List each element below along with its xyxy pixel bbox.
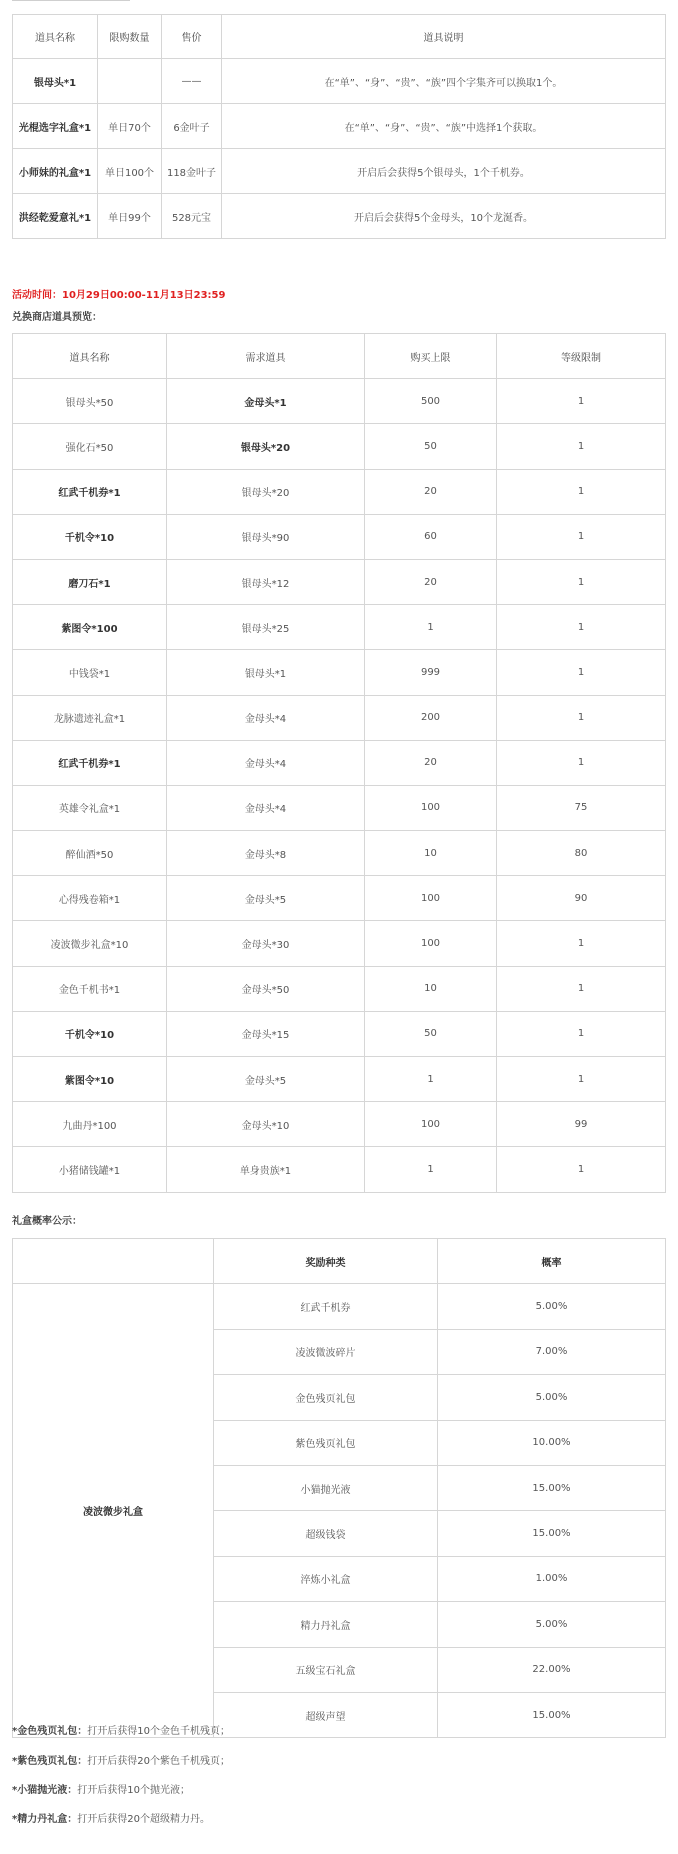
level-limit: 1 <box>497 921 666 966</box>
purchase-cap: 1 <box>365 1147 497 1192</box>
note-line <box>12 1752 230 1767</box>
purchase-cap: 500 <box>365 379 497 424</box>
table-row <box>13 149 666 194</box>
table-row <box>13 740 666 785</box>
item-name: 凌波微步礼盒*10 <box>13 921 167 966</box>
col-header: 等级限制 <box>497 334 666 379</box>
required-item: 金母头*50 <box>167 966 365 1011</box>
table-row <box>13 1102 666 1147</box>
table-row <box>13 921 666 966</box>
level-limit: 1 <box>497 379 666 424</box>
giftbox-probability-table <box>12 1238 666 1738</box>
col-header: 需求道具 <box>167 334 365 379</box>
description: 在“单”、“身”、“贵”、“族”中选择1个获取。 <box>222 104 666 149</box>
table-row <box>13 1011 666 1056</box>
col-header-empty <box>13 1239 214 1284</box>
reward-name: 小猫抛光液 <box>214 1465 438 1510</box>
note-key: *紫色残页礼包： <box>12 1756 88 1767</box>
col-header: 奖励种类 <box>214 1239 438 1284</box>
table-row <box>13 650 666 695</box>
item-name: 千机令*10 <box>13 514 167 559</box>
purchase-cap: 50 <box>365 424 497 469</box>
reward-name: 淬炼小礼盒 <box>214 1556 438 1601</box>
purchase-cap: 1 <box>365 1057 497 1102</box>
reward-rate: 22.00% <box>438 1647 666 1692</box>
required-item: 金母头*4 <box>167 785 365 830</box>
table-row <box>13 469 666 514</box>
item-name: 银母头*1 <box>13 59 98 104</box>
item-name: 醉仙酒*50 <box>13 831 167 876</box>
required-item: 银母头*90 <box>167 514 365 559</box>
required-item: 金母头*4 <box>167 740 365 785</box>
purchase-cap: 20 <box>365 740 497 785</box>
reward-rate: 5.00% <box>438 1284 666 1329</box>
activity-time: 活动时间：10月29日00:00-11月13日23:59 <box>12 290 226 301</box>
level-limit: 1 <box>497 740 666 785</box>
reward-name: 凌波微波碎片 <box>214 1329 438 1374</box>
note-line <box>12 1810 210 1825</box>
table-header-row <box>13 15 666 59</box>
col-header: 概率 <box>438 1239 666 1284</box>
table-row <box>13 194 666 239</box>
shop-preview-label: 兑换商店道具预览： <box>12 312 102 323</box>
required-item: 金母头*10 <box>167 1102 365 1147</box>
level-limit: 1 <box>497 1011 666 1056</box>
item-name: 金色千机书*1 <box>13 966 167 1011</box>
giftbox-label: 礼盒概率公示： <box>12 1216 82 1227</box>
col-header: 道具名称 <box>13 334 167 379</box>
level-limit: 1 <box>497 1057 666 1102</box>
price: 528元宝 <box>162 194 222 239</box>
item-name: 中钱袋*1 <box>13 650 167 695</box>
table-row <box>13 424 666 469</box>
description: 在“单”、“身”、“贵”、“族”四个字集齐可以换取1个。 <box>222 59 666 104</box>
reward-rate: 15.00% <box>438 1465 666 1510</box>
note-key: *金色残页礼包： <box>12 1726 88 1737</box>
reward-rate: 15.00% <box>438 1511 666 1556</box>
note-text: 打开后获得20个超级精力丹。 <box>77 1814 210 1825</box>
table-row <box>13 104 666 149</box>
reward-rate: 10.00% <box>438 1420 666 1465</box>
description: 开启后会获得5个金母头，10个龙涎香。 <box>222 194 666 239</box>
required-item: 金母头*4 <box>167 695 365 740</box>
reward-name: 紫色残页礼包 <box>214 1420 438 1465</box>
reward-name: 五级宝石礼盒 <box>214 1647 438 1692</box>
item-name: 紫图令*100 <box>13 605 167 650</box>
item-name: 紫图令*10 <box>13 1057 167 1102</box>
required-item: 银母头*12 <box>167 559 365 604</box>
purchase-cap: 60 <box>365 514 497 559</box>
item-name: 英雄令礼盒*1 <box>13 785 167 830</box>
purchase-cap: 200 <box>365 695 497 740</box>
item-name: 红武千机券*1 <box>13 740 167 785</box>
purchase-cap: 999 <box>365 650 497 695</box>
item-name: 红武千机券*1 <box>13 469 167 514</box>
reward-name: 精力丹礼盒 <box>214 1602 438 1647</box>
limit: 单日100个 <box>98 149 162 194</box>
table-row <box>13 1284 666 1329</box>
purchase-cap: 1 <box>365 605 497 650</box>
note-text: 打开后获得10个金色千机残页； <box>87 1726 230 1737</box>
note-key: *小猫抛光液： <box>12 1785 78 1796</box>
level-limit: 1 <box>497 424 666 469</box>
reward-rate: 7.00% <box>438 1329 666 1374</box>
table-row <box>13 831 666 876</box>
table-header-row <box>13 334 666 379</box>
purchase-cap: 20 <box>365 559 497 604</box>
col-header: 售价 <box>162 15 222 59</box>
reward-rate: 5.00% <box>438 1375 666 1420</box>
required-item: 金母头*15 <box>167 1011 365 1056</box>
item-name: 强化石*50 <box>13 424 167 469</box>
item-name: 九曲丹*100 <box>13 1102 167 1147</box>
col-header: 道具名称 <box>13 15 98 59</box>
table-row <box>13 785 666 830</box>
purchase-cap: 10 <box>365 966 497 1011</box>
level-limit: 80 <box>497 831 666 876</box>
level-limit: 1 <box>497 469 666 514</box>
table-row <box>13 1057 666 1102</box>
table-row <box>13 876 666 921</box>
required-item: 金母头*5 <box>167 876 365 921</box>
purchase-cap: 100 <box>365 1102 497 1147</box>
col-header: 购买上限 <box>365 334 497 379</box>
top-divider <box>12 0 130 1</box>
required-item: 银母头*25 <box>167 605 365 650</box>
reward-name: 超级声望 <box>214 1692 438 1737</box>
level-limit: 1 <box>497 605 666 650</box>
purchase-cap: 100 <box>365 921 497 966</box>
table-row <box>13 605 666 650</box>
item-name: 银母头*50 <box>13 379 167 424</box>
required-item: 银母头*20 <box>167 469 365 514</box>
item-name: 小猪储钱罐*1 <box>13 1147 167 1192</box>
reward-name: 红武千机券 <box>214 1284 438 1329</box>
level-limit: 1 <box>497 695 666 740</box>
item-name: 心得残卷箱*1 <box>13 876 167 921</box>
purchase-table <box>12 14 666 239</box>
table-row <box>13 379 666 424</box>
note-text: 打开后获得10个抛光液； <box>77 1785 190 1796</box>
price: 6金叶子 <box>162 104 222 149</box>
level-limit: 1 <box>497 650 666 695</box>
level-limit: 1 <box>497 1147 666 1192</box>
purchase-cap: 20 <box>365 469 497 514</box>
reward-rate: 15.00% <box>438 1692 666 1737</box>
required-item: 金母头*30 <box>167 921 365 966</box>
purchase-cap: 100 <box>365 785 497 830</box>
price: —— <box>162 59 222 104</box>
col-header: 道具说明 <box>222 15 666 59</box>
item-name: 龙脉遗迹礼盒*1 <box>13 695 167 740</box>
note-line <box>12 1781 190 1796</box>
required-item: 金母头*5 <box>167 1057 365 1102</box>
item-name: 千机令*10 <box>13 1011 167 1056</box>
reward-rate: 5.00% <box>438 1602 666 1647</box>
table-header-row <box>13 1239 666 1284</box>
reward-name: 金色残页礼包 <box>214 1375 438 1420</box>
level-limit: 1 <box>497 966 666 1011</box>
required-item: 单身贵族*1 <box>167 1147 365 1192</box>
table-row <box>13 59 666 104</box>
table-row <box>13 695 666 740</box>
required-item: 金母头*8 <box>167 831 365 876</box>
price: 118金叶子 <box>162 149 222 194</box>
limit: 单日70个 <box>98 104 162 149</box>
table-row <box>13 1147 666 1192</box>
col-header: 限购数量 <box>98 15 162 59</box>
exchange-shop-table <box>12 333 666 1193</box>
description: 开启后会获得5个银母头，1个千机券。 <box>222 149 666 194</box>
item-name: 磨刀石*1 <box>13 559 167 604</box>
table-row <box>13 514 666 559</box>
reward-rate: 1.00% <box>438 1556 666 1601</box>
required-item: 银母头*20 <box>167 424 365 469</box>
table-row <box>13 966 666 1011</box>
note-line <box>12 1722 230 1737</box>
required-item: 金母头*1 <box>167 379 365 424</box>
purchase-cap: 100 <box>365 876 497 921</box>
item-name: 光棍选字礼盒*1 <box>13 104 98 149</box>
limit: 单日99个 <box>98 194 162 239</box>
level-limit: 1 <box>497 559 666 604</box>
purchase-cap: 50 <box>365 1011 497 1056</box>
table-row <box>13 559 666 604</box>
giftbox-name: 凌波微步礼盒 <box>13 1284 214 1738</box>
level-limit: 75 <box>497 785 666 830</box>
level-limit: 90 <box>497 876 666 921</box>
level-limit: 1 <box>497 514 666 559</box>
item-name: 小师妹的礼盒*1 <box>13 149 98 194</box>
purchase-cap: 10 <box>365 831 497 876</box>
item-name: 洪经乾爱意礼*1 <box>13 194 98 239</box>
reward-name: 超级钱袋 <box>214 1511 438 1556</box>
note-text: 打开后获得20个紫色千机残页； <box>87 1756 230 1767</box>
required-item: 银母头*1 <box>167 650 365 695</box>
note-key: *精力丹礼盒： <box>12 1814 78 1825</box>
level-limit: 99 <box>497 1102 666 1147</box>
limit <box>98 59 162 104</box>
